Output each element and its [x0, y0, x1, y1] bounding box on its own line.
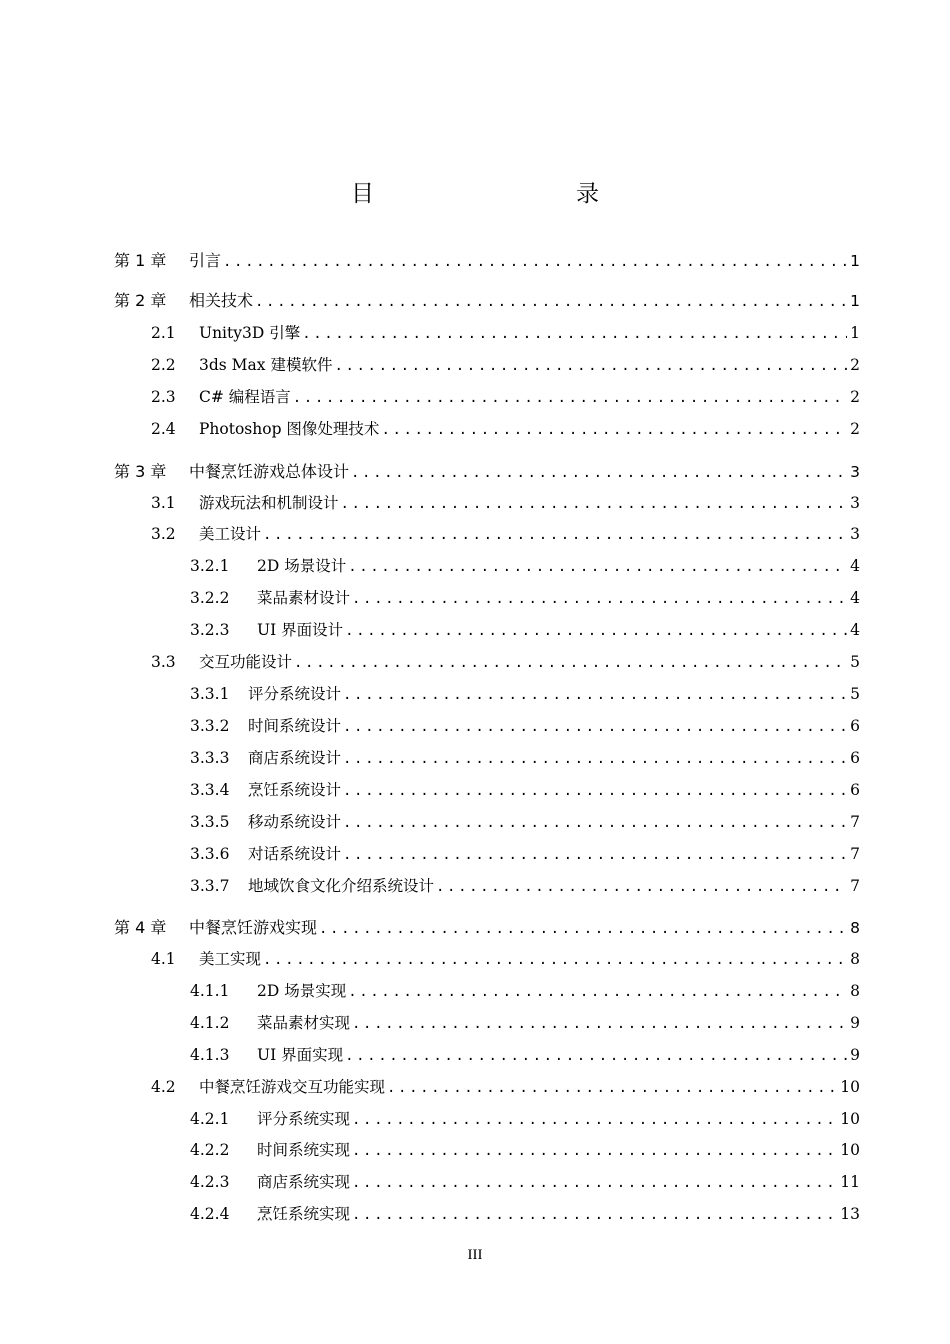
toc-entry[interactable] — [114, 248, 860, 270]
toc-entry[interactable] — [151, 353, 860, 375]
toc-number: 2.3 — [151, 388, 176, 406]
toc-entry[interactable] — [151, 1075, 860, 1097]
toc-text: 交互功能设计 — [199, 653, 293, 671]
toc-entry[interactable] — [190, 618, 860, 640]
toc-page-number: 4 — [850, 589, 860, 607]
toc-entry[interactable] — [190, 778, 860, 800]
toc-page-number: 5 — [850, 685, 860, 703]
toc-entry[interactable] — [190, 1107, 860, 1129]
toc-text: 商店系统实现 — [257, 1173, 351, 1191]
toc-entry[interactable] — [190, 842, 860, 864]
toc-number: 第 1 章 — [114, 251, 167, 270]
toc-number: 4.2.3 — [190, 1173, 230, 1191]
toc-text: 评分系统设计 — [248, 685, 342, 703]
toc-number: 2.4 — [151, 420, 176, 438]
toc-page-number: 3 — [850, 525, 860, 543]
toc-leader-dots — [352, 591, 847, 607]
toc-page-number: 2 — [850, 356, 860, 374]
toc-text: 烹饪系统设计 — [248, 781, 342, 799]
toc-entry[interactable] — [151, 947, 860, 969]
toc-number: 3.3.1 — [190, 685, 230, 703]
toc-text: 时间系统设计 — [248, 717, 342, 735]
toc-leader-dots — [341, 496, 848, 512]
toc-number: 第 3 章 — [114, 462, 167, 481]
toc-page-number: 3 — [850, 494, 860, 512]
toc-text: 美工实现 — [199, 950, 262, 968]
toc-page-number: 6 — [850, 749, 860, 767]
toc-text: UI 界面实现 — [257, 1046, 344, 1064]
toc-entry[interactable] — [190, 1011, 860, 1033]
toc-page-number: 5 — [850, 653, 860, 671]
toc-number: 3.3.3 — [190, 749, 230, 767]
toc-text: 中餐烹饪游戏总体设计 — [189, 462, 350, 481]
toc-leader-dots — [319, 921, 847, 937]
toc-leader-dots — [352, 1143, 837, 1159]
toc-leader-dots — [387, 1080, 837, 1096]
toc-number: 4.1 — [151, 950, 176, 968]
toc-number: 3.2 — [151, 525, 176, 543]
toc-entry[interactable] — [114, 459, 860, 481]
toc-leader-dots — [436, 879, 847, 895]
toc-text: 2D 场景设计 — [257, 557, 347, 575]
toc-entry[interactable] — [190, 1202, 860, 1224]
toc-entry[interactable] — [190, 979, 860, 1001]
toc-entry[interactable] — [190, 1043, 860, 1065]
toc-entry[interactable] — [151, 522, 860, 544]
toc-text: 3ds Max 建模软件 — [199, 356, 333, 374]
toc-page-number: 13 — [840, 1205, 860, 1223]
toc-page-number: 8 — [850, 982, 860, 1000]
toc-page-number: 7 — [850, 813, 860, 831]
toc-number: 3.3.2 — [190, 717, 230, 735]
toc-number: 2.2 — [151, 356, 176, 374]
toc-leader-dots — [352, 1112, 837, 1128]
toc-number: 4.2.4 — [190, 1205, 230, 1223]
toc-text: 烹饪系统实现 — [257, 1205, 351, 1223]
toc-leader-dots — [343, 815, 847, 831]
toc-page-number: 8 — [850, 919, 860, 937]
toc-text: 中餐烹饪游戏实现 — [189, 918, 318, 937]
toc-leader-dots — [343, 751, 847, 767]
toc-text: 中餐烹饪游戏交互功能实现 — [199, 1078, 386, 1096]
toc-entry[interactable] — [190, 714, 860, 736]
toc-number: 4.1.1 — [190, 982, 230, 1000]
toc-page-number: 3 — [850, 463, 860, 481]
toc-leader-dots — [263, 527, 847, 543]
toc-page-number: 6 — [850, 717, 860, 735]
toc-entry[interactable] — [190, 554, 860, 576]
toc-leader-dots — [351, 465, 847, 481]
toc-page-number: 2 — [850, 420, 860, 438]
toc-page-number: 10 — [840, 1110, 860, 1128]
toc-text: 移动系统设计 — [248, 813, 342, 831]
toc-page-number: 1 — [850, 252, 860, 270]
toc-entry[interactable] — [114, 915, 860, 937]
toc-text: 游戏玩法和机制设计 — [199, 494, 339, 512]
toc-page-number: 1 — [850, 324, 860, 342]
toc-leader-dots — [293, 390, 847, 406]
toc-page-number: 4 — [850, 557, 860, 575]
toc-leader-dots — [302, 326, 847, 342]
toc-page-number: 4 — [850, 621, 860, 639]
toc-leader-dots — [343, 847, 847, 863]
toc-page-number: 9 — [850, 1014, 860, 1032]
toc-text: Photoshop 图像处理技术 — [199, 420, 380, 438]
toc-page-number: 7 — [850, 845, 860, 863]
toc-text: 对话系统设计 — [248, 845, 342, 863]
toc-number: 3.3 — [151, 653, 176, 671]
toc-number: 3.2.2 — [190, 589, 230, 607]
toc-text: 引言 — [189, 251, 222, 270]
toc-leader-dots — [352, 1207, 837, 1223]
toc-text: 菜品素材实现 — [257, 1014, 351, 1032]
toc-leader-dots — [343, 687, 847, 703]
toc-entry[interactable] — [190, 1138, 860, 1160]
toc-number: 3.3.5 — [190, 813, 230, 831]
toc-entry[interactable] — [151, 321, 860, 343]
toc-entry[interactable] — [190, 682, 860, 704]
toc-number: 3.3.7 — [190, 877, 230, 895]
toc-page-number: 10 — [840, 1078, 860, 1096]
toc-leader-dots — [352, 1016, 847, 1032]
toc-number: 第 4 章 — [114, 918, 167, 937]
toc-page-number: 11 — [840, 1173, 860, 1191]
toc-page-number: 6 — [850, 781, 860, 799]
toc-page-number: 8 — [850, 950, 860, 968]
toc-number: 4.2.1 — [190, 1110, 230, 1128]
toc-number: 3.2.3 — [190, 621, 230, 639]
toc-text: 2D 场景实现 — [257, 982, 347, 1000]
toc-leader-dots — [343, 783, 847, 799]
toc-text: Unity3D 引擎 — [199, 324, 301, 342]
toc-leader-dots — [263, 952, 847, 968]
toc-text: 地域饮食文化介绍系统设计 — [248, 877, 435, 895]
toc-page-number: 7 — [850, 877, 860, 895]
toc-number: 4.2 — [151, 1078, 176, 1096]
toc-text: UI 界面设计 — [257, 621, 344, 639]
toc-page-number: 10 — [840, 1141, 860, 1159]
page-number-footer: III — [467, 1247, 483, 1263]
toc-leader-dots — [255, 294, 847, 310]
toc-text: 评分系统实现 — [257, 1110, 351, 1128]
toc-number: 3.2.1 — [190, 557, 230, 575]
toc-leader-dots — [348, 984, 847, 1000]
toc-text: C# 编程语言 — [199, 388, 291, 406]
toc-entry[interactable] — [190, 1170, 860, 1192]
toc-entry[interactable] — [114, 288, 860, 310]
toc-number: 第 2 章 — [114, 291, 167, 310]
toc-leader-dots — [345, 623, 847, 639]
toc-number: 3.1 — [151, 494, 176, 512]
toc-number: 2.1 — [151, 324, 176, 342]
toc-entry[interactable] — [190, 810, 860, 832]
toc-text: 相关技术 — [189, 291, 254, 310]
toc-text: 时间系统实现 — [257, 1141, 351, 1159]
toc-leader-dots — [343, 719, 847, 735]
toc-entry[interactable] — [190, 874, 860, 896]
toc-entry[interactable] — [151, 417, 860, 439]
toc-leader-dots — [345, 1048, 847, 1064]
toc-number: 4.1.3 — [190, 1046, 230, 1064]
toc-leader-dots — [334, 358, 847, 374]
toc-number: 3.3.4 — [190, 781, 230, 799]
toc-text: 美工设计 — [199, 525, 262, 543]
toc-leader-dots — [381, 422, 847, 438]
toc-leader-dots — [352, 1175, 837, 1191]
toc-text: 菜品素材设计 — [257, 589, 351, 607]
toc-page-number: 9 — [850, 1046, 860, 1064]
page-title: 目 录 — [351, 181, 651, 207]
toc-page-number: 1 — [850, 292, 860, 310]
toc-number: 3.3.6 — [190, 845, 230, 863]
toc-entry[interactable] — [151, 385, 860, 407]
toc-page-number: 2 — [850, 388, 860, 406]
toc-leader-dots — [294, 655, 847, 671]
toc-entry[interactable] — [190, 586, 860, 608]
toc-entry[interactable] — [151, 491, 860, 513]
toc-number: 4.2.2 — [190, 1141, 230, 1159]
toc-entry[interactable] — [190, 746, 860, 768]
toc-leader-dots — [223, 254, 847, 270]
toc-number: 4.1.2 — [190, 1014, 230, 1032]
toc-entry[interactable] — [151, 650, 860, 672]
toc-leader-dots — [348, 559, 847, 575]
toc-text: 商店系统设计 — [248, 749, 342, 767]
